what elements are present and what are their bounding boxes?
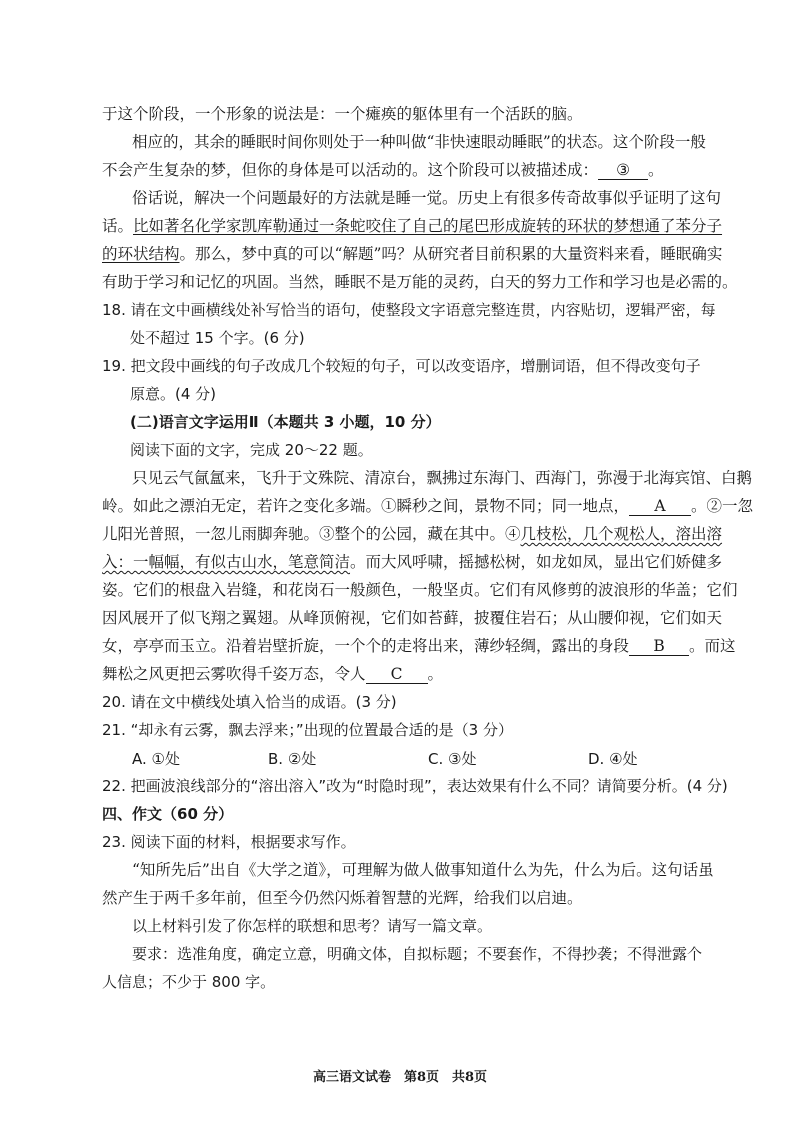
- section-heading-4: [102, 804, 702, 824]
- passage2-line-6: [102, 608, 723, 628]
- text: 。那么，梦中真的可以“解题”吗？从研究者目前积累的大量资料来看，睡眠确实: [179, 245, 723, 263]
- fill-blank-b: B: [629, 638, 689, 656]
- question-text: 原意。(4 分): [130, 385, 217, 403]
- underlined-sentence: 比如著名化学家凯库勒通过一条蛇咬住了自己的尾巴形成旋转的环状的梦想通了苯分子: [133, 217, 723, 235]
- writing-prompt: [132, 916, 732, 936]
- passage2-line-7: [102, 636, 736, 656]
- text: 。②一忽: [691, 497, 754, 515]
- prompt-text: 以上材料引发了你怎样的联想和思考？请写一篇文章。: [132, 917, 493, 935]
- passage1-line-4: [132, 188, 722, 208]
- passage1-line-7: [102, 272, 738, 292]
- text: “知所先后”出自《大学之道》，可理解为做人做事知道什么为先，什么为后。这句话虽: [132, 861, 714, 879]
- question-text: 18. 请在文中画横线处补写恰当的语句，使整段文字语意完整连贯，内容贴切，逻辑严密，每: [102, 301, 716, 319]
- question-19-cont: [130, 384, 702, 404]
- text: 相应的，其余的睡眠时间你则处于一种叫做“非快速眼动睡眠”的状态。这个阶段一般: [132, 133, 706, 151]
- text: 岭。如此之漂泊无定，若许之变化多端。①瞬秒之间，景物不同；同一地点，: [102, 497, 630, 515]
- question-23: [102, 832, 702, 852]
- text: 儿阳光普照，一忽儿雨脚奔驰。③整个的公园，藏在其中。④: [102, 525, 521, 543]
- material-line-1: [132, 860, 714, 880]
- question-text: 20. 请在文中横线处填入恰当的成语。(3 分): [102, 693, 397, 711]
- text: 。而这: [689, 637, 736, 655]
- text: 。: [427, 665, 444, 683]
- question-21: [102, 720, 702, 740]
- question-19: [102, 356, 702, 376]
- underlined-sentence-end: 的环状结构: [102, 245, 180, 263]
- passage2-line-8: [102, 664, 702, 684]
- passage1-line-5: [102, 216, 723, 236]
- text: 女，亭亭而玉立。沿着岩壁折旋，一个个的走将出来，薄纱轻绸，露出的身段: [102, 637, 630, 655]
- page-footer: 高三语文试卷 第8页 共8页: [312, 1070, 488, 1085]
- text: 舞松之风更把云雾吹得千姿万态，令人: [102, 665, 366, 683]
- question-text: 19. 把文段中画线的句子改成几个较短的句子，可以改变语序，增删词语，但不得改变句子: [102, 357, 701, 375]
- question-22: [102, 776, 728, 796]
- passage2-line-1: [132, 468, 753, 488]
- heading-text: 四、作文（60 分）: [102, 805, 234, 823]
- question-text: 处不超过 15 个字。(6 分): [130, 329, 305, 347]
- section-heading-2: [130, 412, 730, 432]
- text: 俗话说，解决一个问题最好的方法就是睡一觉。历史上有很多传奇故事似乎证明了这句: [132, 189, 722, 207]
- option-a: A. ①处: [132, 750, 180, 768]
- passage1-line-1: [102, 104, 702, 124]
- text: 只见云气氤氲来，飞升于文殊院、清凉台，飘拂过东海门、西海门，弥漫于北海宾馆、白鹅: [132, 469, 753, 487]
- reading-instruction: [130, 440, 730, 460]
- requirements-line-1: [132, 944, 702, 964]
- requirements-line-2: [102, 972, 702, 992]
- question-text: 23. 阅读下面的材料，根据要求写作。: [102, 833, 356, 851]
- question-text: 21. “却永有云雾，飘去浮来；”出现的位置最合适的是（3 分）: [102, 721, 513, 739]
- passage1-line-6: [102, 244, 723, 264]
- fill-blank-3: ③: [598, 162, 648, 180]
- option-d: D. ④处: [588, 750, 638, 768]
- text: 然产生于两千多年前，但至今仍然闪烁着智慧的光辉，给我们以启迪。: [102, 889, 583, 907]
- text: 有助于学习和记忆的巩固。当然，睡眠不是万能的灵药，白天的努力工作和学习也是必需的。: [102, 273, 738, 291]
- text: 话。: [102, 217, 134, 235]
- text: 。: [648, 161, 664, 179]
- passage1-line-3: [102, 160, 702, 180]
- text: 因风展开了似飞翔之翼翅。从峰顶俯视，它们如苔藓，披覆住岩石；从山腰仰视，它们如天: [102, 609, 723, 627]
- requirements-text: 要求：选准角度，确定立意，明确文体，自拟标题；不要套作，不得抄袭；不得泄露个: [132, 945, 703, 963]
- material-line-2: [102, 888, 702, 908]
- option-b: B. ②处: [268, 750, 317, 768]
- question-18-cont: [130, 328, 702, 348]
- question-text: 22. 把画波浪线部分的“溶出溶入”改为“时隐时现”，表达效果有什么不同？请简要分析。(4 分): [102, 777, 728, 795]
- requirements-text: 人信息；不少于 800 字。: [102, 973, 276, 991]
- text: 于这个阶段，一个形象的说法是：一个瘫痪的躯体里有一个活跃的脑。: [102, 105, 583, 123]
- wavy-underlined-text: 几枝松，几个观松人，溶出溶: [520, 525, 723, 543]
- option-c: C. ③处: [428, 750, 477, 768]
- wavy-underlined-text-end: 入：一幅幅，有似古山水，笔意简洁: [102, 553, 351, 571]
- heading-text: (二)语言文字运用Ⅱ（本题共 3 小题，10 分）: [130, 413, 441, 431]
- passage2-line-2: [102, 496, 754, 516]
- passage2-line-5: [102, 580, 738, 600]
- text: 姿。它们的根盘入岩缝，和花岗石一般颜色，一般坚贞。它们有风修剪的波浪形的华盖；它们: [102, 581, 738, 599]
- passage2-line-4: [102, 552, 723, 572]
- instruction-text: 阅读下面的文字，完成 20～22 题。: [130, 441, 373, 459]
- question-18: [102, 300, 716, 320]
- fill-blank-a: A: [629, 498, 691, 516]
- text: 。而大风呼啸，摇撼松树，如龙如凤，显出它们娇健多: [350, 553, 723, 571]
- fill-blank-c: C: [366, 666, 428, 684]
- passage1-line-2: [132, 132, 706, 152]
- question-20: [102, 692, 702, 712]
- text: 不会产生复杂的梦，但你的身体是可以活动的。这个阶段可以被描述成：: [102, 161, 599, 179]
- passage2-line-3: [102, 524, 723, 544]
